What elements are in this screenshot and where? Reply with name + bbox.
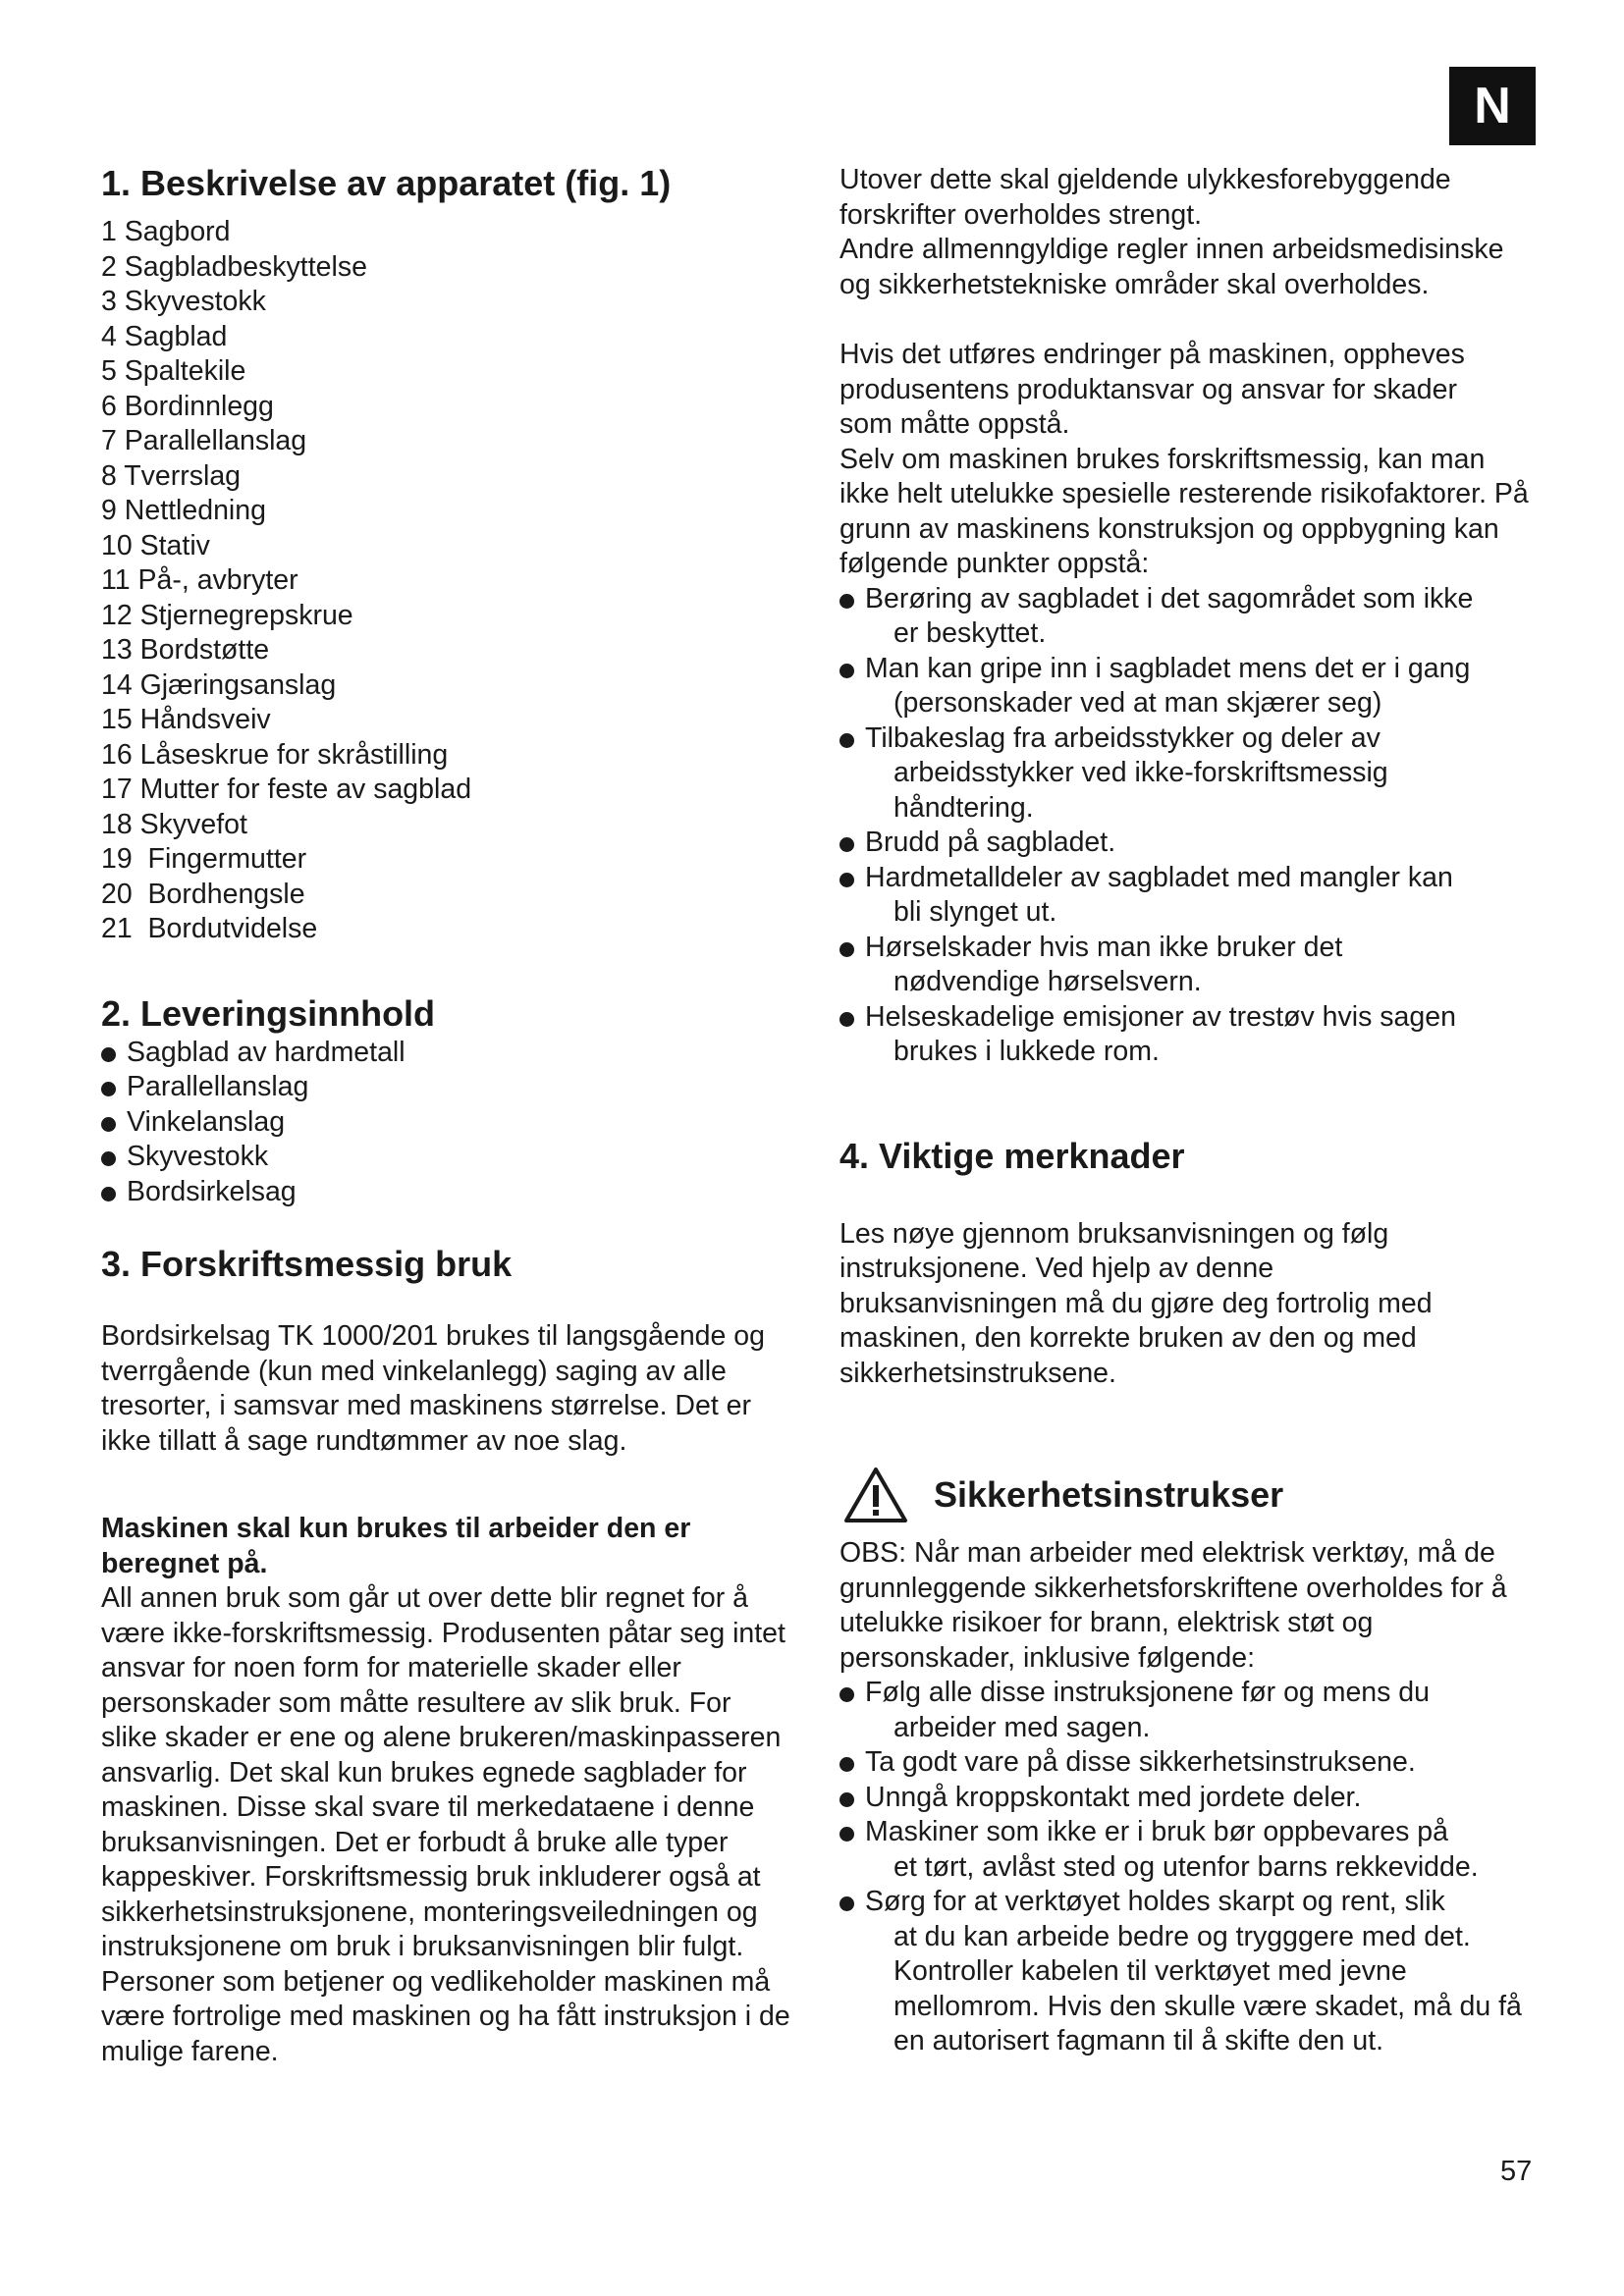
item-text: Tilbakeslag fra arbeidsstykker og deler av <box>865 721 1380 754</box>
item-text: Helseskadelige emisjoner av trestøv hvis sagen <box>865 1000 1456 1033</box>
item-text: Man kan gripe inn i sagbladet mens det er i gang <box>865 652 1471 684</box>
item-text: Brudd på sagbladet. <box>865 827 1116 858</box>
list-item <box>839 1000 1546 1070</box>
item-text-cont: et tørt, avlåst sted og utenfor barns rekkevidde. <box>893 1850 1479 1883</box>
paragraph: Hvis det utføres endringer på maskinen, oppheves produsentens produktansvar og ansvar for skader som måtte oppstå. <box>839 339 1465 440</box>
list-item: 5 Spaltekile <box>101 355 246 387</box>
list-item: 10 Stativ <box>101 529 210 561</box>
language-badge: N <box>1449 67 1536 145</box>
item-text-cont: arbeider med sagen. <box>893 1711 1151 1743</box>
list-item: Vinkelanslag <box>101 1105 808 1141</box>
list-item: Parallellanslag <box>101 1070 808 1105</box>
item-text-cont: er beskyttet. <box>893 617 1047 649</box>
page-number: 57 <box>1500 2156 1533 2187</box>
list-item <box>839 721 1546 827</box>
safety-paragraph: OBS: Når man arbeider med elektrisk verktøy, må de grunnleggende sikkerhetsforskriftene overholdes for å utelukke risikoer for brann, elektrisk støt og personskader, inklusive følgende: <box>839 1537 1507 1674</box>
list-item: Skyvestokk <box>101 1140 808 1175</box>
section-3-paragraph-2: All annen bruk som går ut over dette blir regnet for å være ikke-forskriftsmessig. Produsenten påtar seg intet ansvar for noen form for materielle skader eller personskader som måtte resultere av slik bruk. For slike skader er ene og alene brukeren/maskinpasseren ansvarlig. Det skal kun brukes egnede sagblader for maskinen. Disse skal svare til merkedataene i denne bruksanvisningen. Det er forbudt å bruke alle typer kappeskiver. Forskriftsmessig bruk inkluderer også at sikkerhetsinstruksjonene, monteringsveiledningen og instruksjonene om bruk i bruksanvisningen blir fulgt. Personer som betjener og vedlikeholder maskinen må være fortrolige med maskinen og ha fått instruksjon i de mulige farene. <box>101 1582 790 2067</box>
list-item <box>839 1815 1546 1885</box>
list-item <box>839 861 1546 931</box>
item-text: Hørselskader hvis man ikke bruker det <box>865 931 1343 963</box>
list-item: 19 Fingermutter <box>101 843 307 875</box>
safety-title: Sikkerhetsinstrukser <box>934 1474 1284 1515</box>
list-item <box>839 1781 1546 1816</box>
item-text-cont: nødvendige hørselsvern. <box>893 966 1202 997</box>
list-item <box>839 1885 1546 2059</box>
item-text: Hardmetalldeler av sagbladet med mangler kan <box>865 861 1453 893</box>
list-item: 9 Nettledning <box>101 495 266 526</box>
left-column <box>101 162 808 2069</box>
list-item <box>839 931 1546 1000</box>
paragraph: Andre allmenngyldige regler innen arbeidsmedisinske og sikkerhetstekniske områder skal overholdes. <box>839 234 1504 300</box>
list-item: 18 Skyvefot <box>101 808 247 840</box>
section-3-title: 3. Forskriftsmessig bruk <box>101 1244 513 1284</box>
item-text-cont: bli slynget ut. <box>893 896 1057 928</box>
list-item: 1 Sagbord <box>101 216 231 247</box>
list-item: 11 På-, avbryter <box>101 564 298 596</box>
section-4-title: 4. Viktige merknader <box>839 1135 1185 1176</box>
list-item: 4 Sagblad <box>101 320 228 352</box>
item-text: Følg alle disse instruksjonene før og mens du <box>865 1677 1431 1708</box>
list-item: 7 Parallellanslag <box>101 425 307 456</box>
item-text: Maskiner som ikke er i bruk bør oppbevares på <box>865 1816 1448 1847</box>
list-item: 2 Sagbladbeskyttelse <box>101 250 367 283</box>
list-item: 16 Låseskrue for skråstilling <box>101 738 449 771</box>
list-item: 14 Gjæringsanslag <box>101 668 337 701</box>
list-item: 6 Bordinnlegg <box>101 390 274 422</box>
list-item <box>839 582 1546 652</box>
section-2-title: 2. Leveringsinnhold <box>101 992 436 1034</box>
item-text-cont: arbeidsstykker ved ikke-forskriftsmessig håndtering. <box>893 757 1388 824</box>
list-item: 8 Tverrslag <box>101 459 242 492</box>
section-4-paragraph: Les nøye gjennom bruksanvisningen og følg instruksjonene. Ved hjelp av denne bruksanvisningen må du gjøre deg fortrolig med maskinen, den korrekte bruken av den og med sikkerhetsinstruksene. <box>839 1217 1433 1389</box>
item-text-cont: (personskader ved at man skjærer seg) <box>893 687 1382 719</box>
list-item: Sagblad av hardmetall <box>101 1036 808 1071</box>
section-3-paragraph: Bordsirkelsag TK 1000/201 brukes til langsgående og tverrgående (kun med vinkelanlegg) saging av alle tresorter, i samsvar med maskinens størrelse. Det er ikke tillatt å sage rundtømmer av noe slag. <box>101 1320 765 1457</box>
right-column <box>839 163 1546 2059</box>
list-item <box>839 826 1546 861</box>
section-1-title: 1. Beskrivelse av apparatet (fig. 1) <box>101 163 672 203</box>
risk-list <box>839 582 1546 1070</box>
item-text: Unngå kroppskontakt med jordete deler. <box>865 1781 1362 1813</box>
item-text: Berøring av sagbladet i det sagområdet som ikke <box>865 582 1474 614</box>
parts-list <box>101 215 808 947</box>
list-item <box>839 652 1546 721</box>
paragraph: Utover dette skal gjeldende ulykkesforebyggende forskrifter overholdes strengt. <box>839 164 1451 231</box>
paragraph: Selv om maskinen brukes forskriftsmessig, kan man ikke helt utelukke spesielle resterende risikofaktorer. På grunn av maskinens konstruksjon og oppbygning kan følgende punkter oppstå: <box>839 443 1529 579</box>
list-item <box>839 1745 1546 1781</box>
warning-triangle-icon <box>843 1466 908 1524</box>
list-item: 17 Mutter for feste av sagblad <box>101 774 472 805</box>
list-item: 3 Skyvestokk <box>101 286 266 317</box>
list-item: 20 Bordhengsle <box>101 878 305 910</box>
safety-list <box>839 1676 1546 2059</box>
list-item: Bordsirkelsag <box>101 1175 808 1210</box>
safety-heading <box>843 1466 1546 1524</box>
list-item: 15 Håndsveiv <box>101 704 271 735</box>
list-item: 12 Stjernegrepskrue <box>101 599 353 631</box>
item-text-cont: brukes i lukkede rom. <box>893 1036 1160 1067</box>
list-item <box>839 1676 1546 1745</box>
list-item: 21 Bordutvidelse <box>101 913 318 944</box>
delivery-list <box>101 1036 808 1210</box>
item-text: Sørg for at verktøyet holdes skarpt og rent, slik <box>865 1886 1445 1917</box>
item-text-cont: at du kan arbeide bedre og trygggere med det. Kontroller kabelen til verktøyet med jevne mellomrom. Hvis den skulle være skadet, må du få en autorisert fagmann til å skifte den ut. <box>893 1920 1522 2056</box>
item-text: Ta godt vare på disse sikkerhetsinstruksene. <box>865 1746 1416 1778</box>
list-item: 13 Bordstøtte <box>101 634 270 666</box>
section-3-bold-note: Maskinen skal kun brukes til arbeider den er beregnet på. <box>101 1513 691 1579</box>
